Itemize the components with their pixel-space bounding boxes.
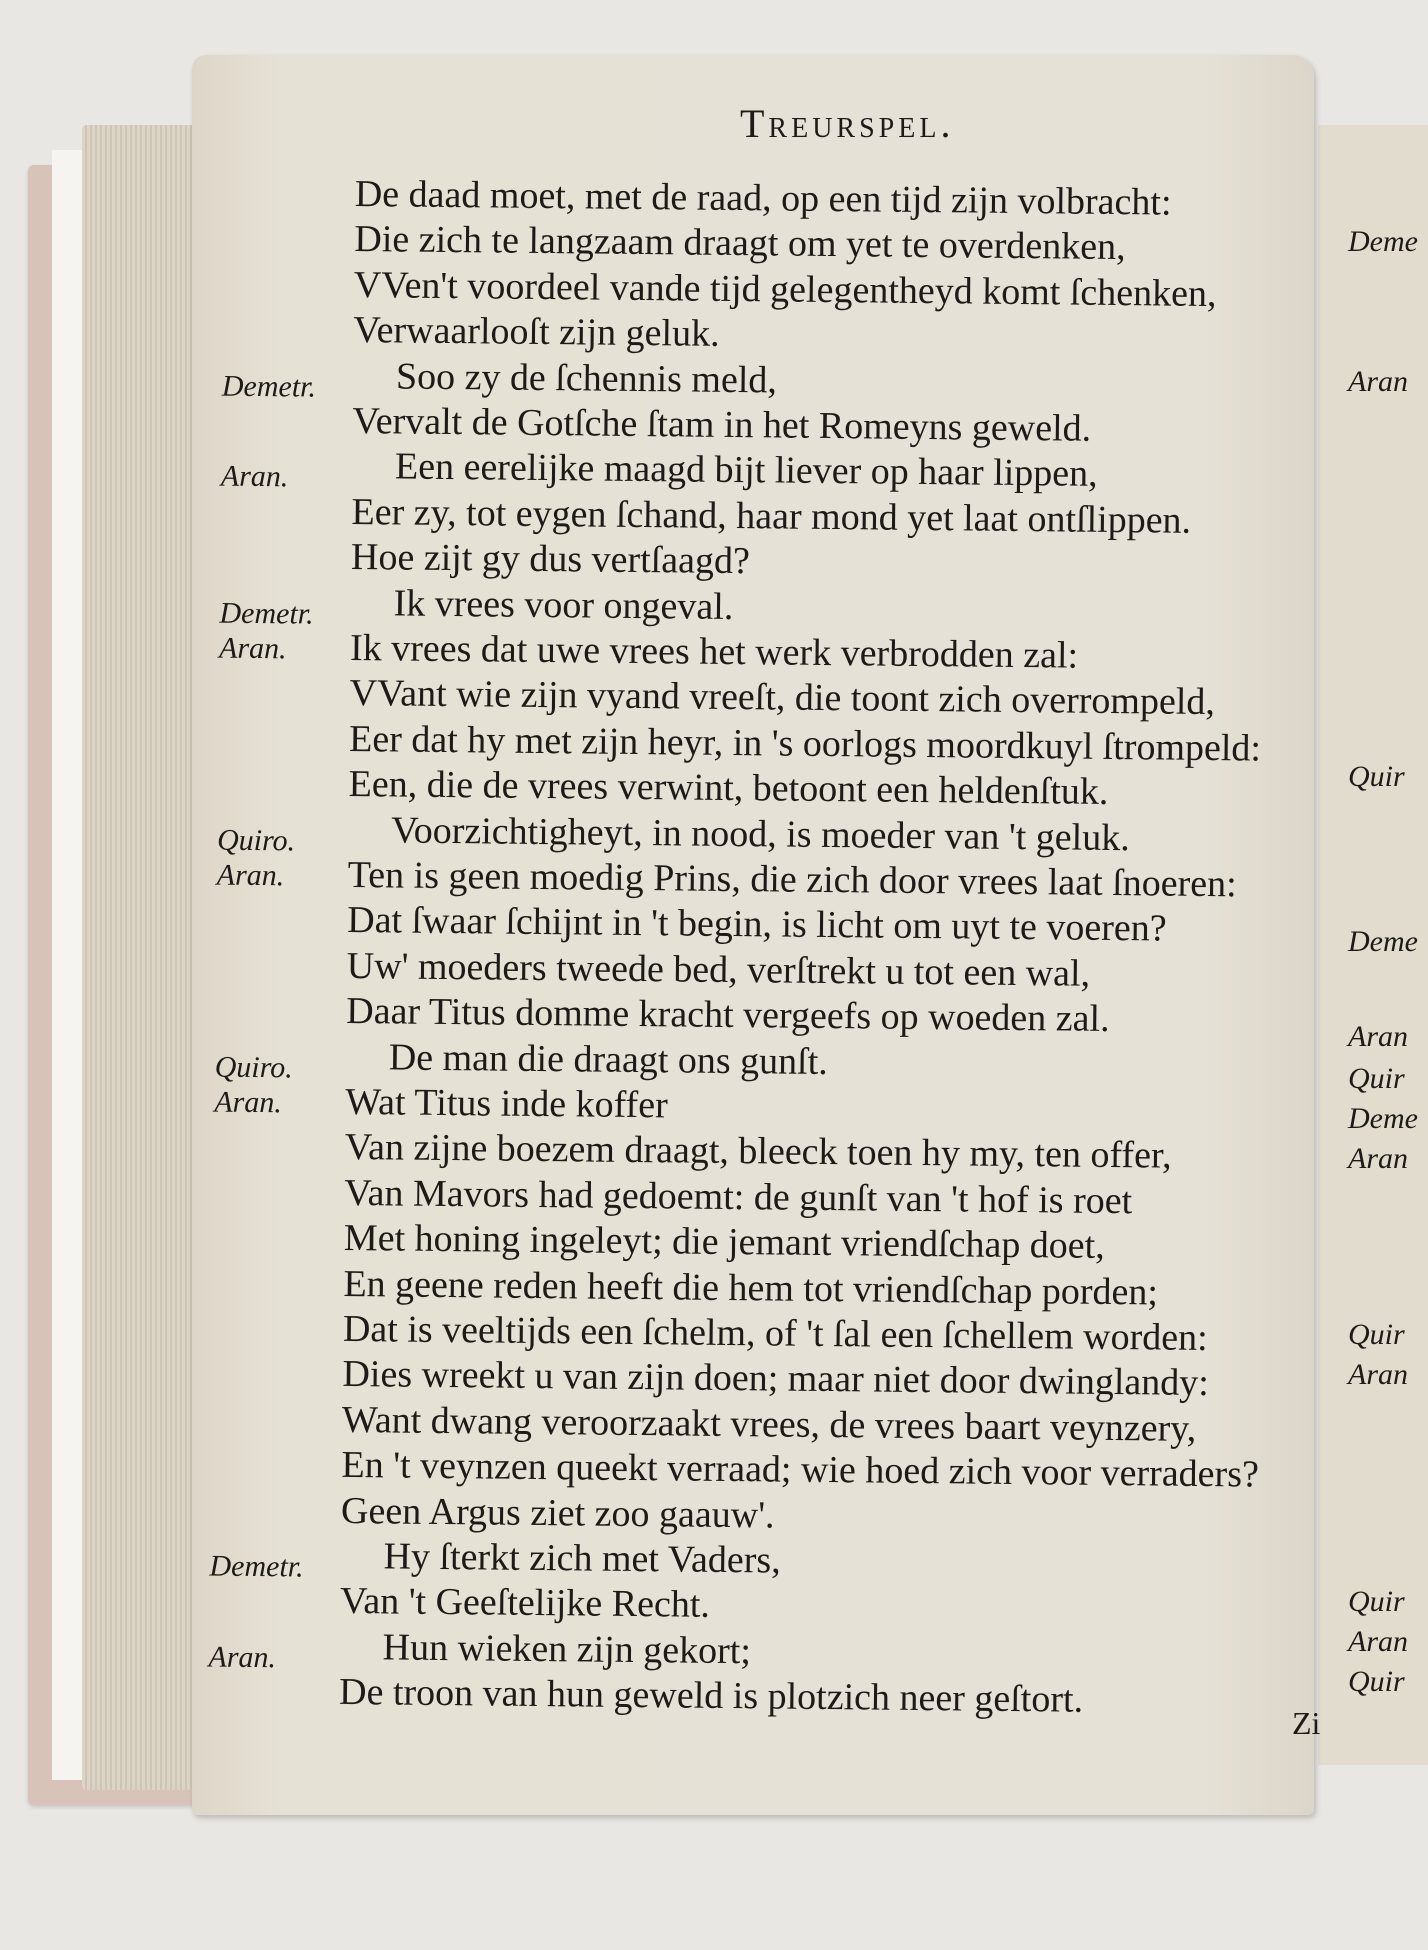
verse-line: Verwaarlooſt zijn geluk. [353, 309, 720, 356]
verse-line: Een, die de vrees verwint, betoont een heldenſtuk. [348, 763, 1109, 814]
catchword: Zi [1292, 1705, 1321, 1741]
speaker-label: Demetr. [221, 369, 317, 404]
verse-line: Van 't Geeſtelijke Recht. [339, 1580, 711, 1627]
right-page-speaker-label: Quir [1348, 1585, 1405, 1618]
right-page-speaker-label: Aran [1348, 1142, 1408, 1175]
speaker-label: Aran. [208, 1640, 277, 1675]
verse-line: Hun wieken zijn gekort; [382, 1626, 752, 1673]
verse-line: De daad moet, met de raad, op een tijd zijn volbracht: [354, 173, 1172, 224]
right-page-speaker-label: Deme [1348, 925, 1418, 958]
verse-line: Uw' moeders tweede bed, verſtrekt u tot een wal, [346, 944, 1091, 995]
verse-line: Dat is veeltijds een ſchelm, of 't ſal een ſchellem worden: [342, 1307, 1208, 1359]
verse-line: Hoe zijt gy dus vertſaagd? [350, 536, 751, 583]
verse-line: VVen't voordeel vande tijd gelegentheyd komt ſchenken, [353, 263, 1217, 315]
verse-line: Van zijne boezem draagt, bleeck toen hy my, ten offer, [344, 1126, 1172, 1177]
verse-line: Vervalt de Gotſche ſtam in het Romeyns geweld. [352, 399, 1092, 450]
verse-line: Wat Titus inde koffer [345, 1080, 668, 1127]
verse-line: Hy ſterkt zich met Vaders, [383, 1535, 781, 1582]
verse-line: En 't veynzen queekt verraad; wie hoed zich voor verraders? [341, 1444, 1260, 1496]
speaker-label: Quiro. [216, 823, 296, 858]
right-page-speaker-label: Quir [1348, 1318, 1405, 1351]
verse-line: Ten is geen moedig Prins, die zich door vrees laat ſnoeren: [347, 853, 1237, 906]
speaker-label: Demetr. [219, 596, 314, 631]
verse-line: Voorzichtigheyt, in nood, is moeder van 't geluk. [390, 809, 1130, 859]
right-page-speaker-label: Aran [1348, 1358, 1408, 1391]
right-page-speaker-label: Deme [1348, 225, 1418, 258]
verse-line: Van Mavors had gedoemt: de gunſt van 't hof is roet [344, 1171, 1133, 1222]
verse-line: Ik vrees voor ongeval. [393, 582, 734, 628]
verse-line: Met honing ingeleyt; die jemant vriendſchap doet, [343, 1217, 1105, 1268]
verse-line: Eer dat hy met zijn heyr, in 's oorlogs moordkuyl ſtrompeld: [348, 717, 1262, 770]
verse-line: Ik vrees dat uwe vrees het werk verbrodden zal: [349, 626, 1079, 677]
right-page-speaker-label: Quir [1348, 760, 1405, 793]
verse-line: Die zich te langzaam draagt om yet te overdenken, [354, 218, 1126, 269]
speaker-label: Aran. [220, 460, 289, 494]
speaker-label: Aran. [216, 858, 285, 893]
verse-line: Soo zy de ſchennis meld, [395, 355, 778, 402]
right-page-speaker-label: Deme [1348, 1102, 1418, 1135]
speaker-label: Aran. [218, 631, 287, 666]
verse-line: De man die draagt ons gunſt. [388, 1035, 829, 1083]
speaker-label: Quiro. [214, 1050, 293, 1084]
verse-line: Een eerelijke maagd bijt liever op haar lippen, [394, 445, 1098, 496]
verse-line: Geen Argus ziet zoo gaauw'. [340, 1489, 775, 1537]
right-page-speaker-label: Aran [1348, 1625, 1408, 1658]
right-page-speaker-label: Quir [1348, 1062, 1405, 1095]
verse-line: Daar Titus domme kracht vergeefs op woeden zal. [346, 990, 1110, 1041]
right-page-speaker-label: Aran [1348, 1020, 1408, 1053]
speaker-label: Demetr. [209, 1549, 304, 1584]
right-page-speaker-label: Quir [1348, 1665, 1405, 1698]
verse-line: Want dwang veroorzaakt vrees, de vrees baart veynzery, [341, 1398, 1197, 1450]
verse-line: Eer zy, tot eygen ſchand, haar mond yet laat ontſlippen. [351, 490, 1192, 542]
verse-line: Dat ſwaar ſchijnt in 't begin, is licht om uyt te voeren? [347, 899, 1167, 950]
running-head: Treurspel. [740, 101, 955, 146]
right-page-speaker-label: Aran [1348, 365, 1408, 398]
verse-line: De troon van hun geweld is plotzich neer geſtort. [338, 1671, 1084, 1721]
speaker-label: Aran. [214, 1085, 283, 1120]
verse-line: En geene reden heeft die hem tot vriendſchap porden; [343, 1262, 1159, 1314]
verse-line: VVant wie zijn vyand vreeſt, die toont zich overrompeld, [349, 672, 1216, 724]
verse-line: Dies wreekt u van zijn doen; maar niet door dwinglandy: [342, 1353, 1210, 1405]
